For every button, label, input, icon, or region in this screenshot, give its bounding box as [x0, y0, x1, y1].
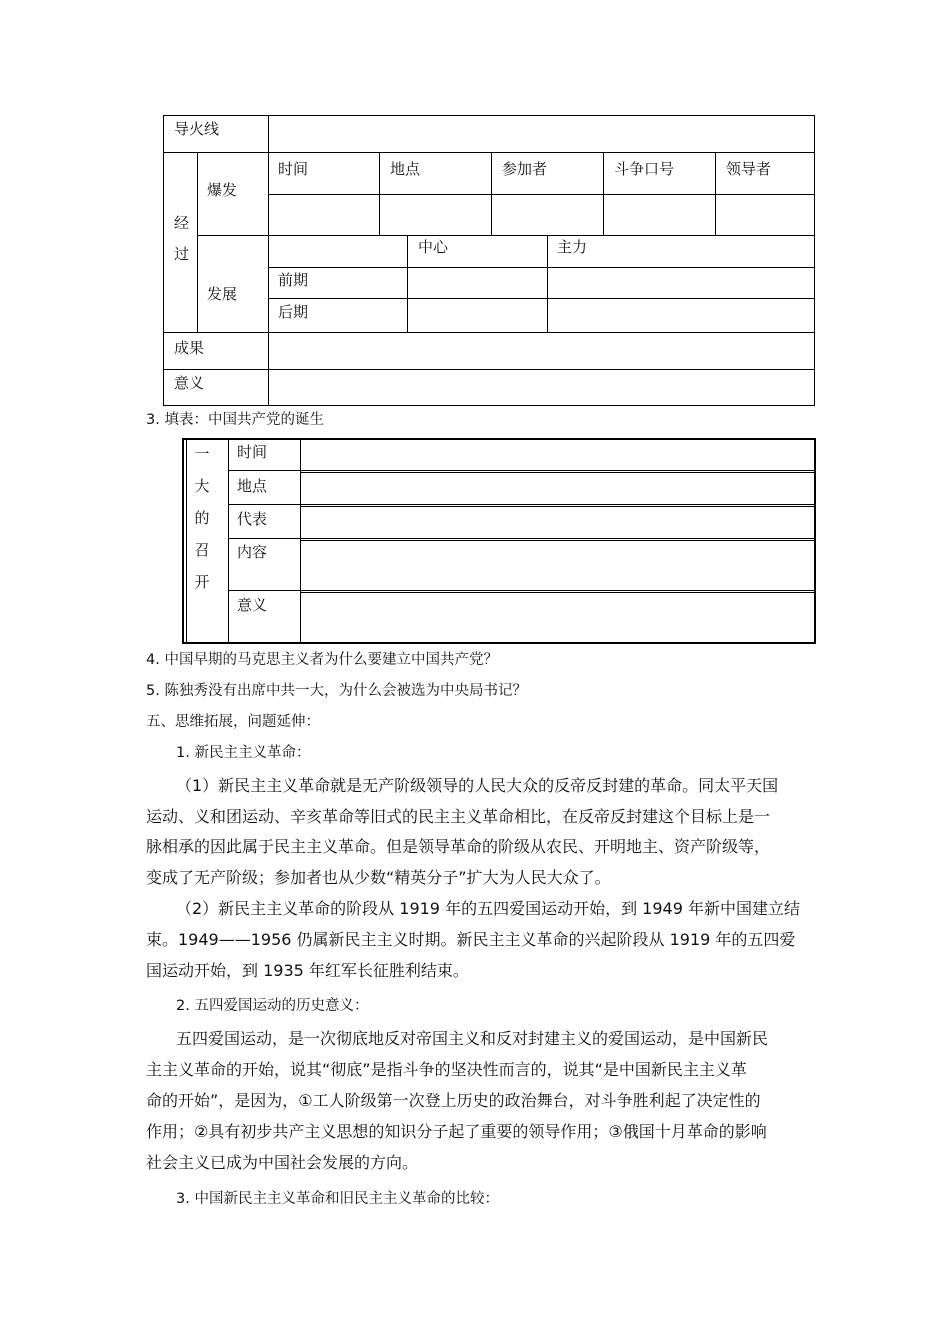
side-label-char-1: 一	[194, 445, 210, 463]
row-label-meaning: 意义	[174, 374, 205, 392]
row-label-delegates: 代表	[237, 510, 268, 528]
item-1-title: 1. 新民主主义革命：	[176, 745, 311, 761]
header-participants: 参加者	[502, 160, 548, 178]
row-label-fuse: 导火线	[174, 120, 220, 138]
row-label-process-1: 经	[174, 214, 190, 232]
header-main-force: 主力	[557, 238, 588, 256]
item-1-p1-line-2: 运动、义和团运动、辛亥革命等旧式的民主主义革命相比，在反帝反封建这个目标上是一	[146, 807, 771, 826]
item-1-p2-line-2: 束。1949——1956 仍属新民主主义时期。新民主主义革命的兴起阶段从 1919 年的五四爱	[146, 930, 796, 949]
item-3-title: 3. 中国新民主主义革命和旧民主主义革命的比较：	[176, 1191, 499, 1207]
header-leader: 领导者	[726, 160, 772, 178]
item-1-p1-line-3: 脉相承的因此属于民主主义革命。但是领导革命的阶级从农民、开明地主、资产阶级等，	[146, 837, 771, 856]
item-2-title: 2. 五四爱国运动的历史意义：	[176, 998, 369, 1014]
question-3-title: 3. 填表：中国共产党的诞生	[146, 412, 324, 428]
row-label-late: 后期	[278, 303, 309, 321]
header-slogan: 斗争口号	[614, 160, 675, 178]
row-label-outbreak: 爆发	[207, 181, 238, 199]
item-2-line-4: 作用；②具有初步共产主义思想的知识分子起了重要的领导作用；③俄国十月革命的影响	[146, 1122, 767, 1141]
item-2-line-2: 主主义革命的开始，说其“彻底”是指斗争的坚决性而言的，说其“是中国新民主主义革	[146, 1060, 747, 1079]
side-label-char-2: 大	[194, 477, 210, 495]
item-1-p2-line-3: 国运动开始，到 1935 年红军长征胜利结束。	[146, 961, 469, 980]
item-2-line-5: 社会主义已成为中国社会发展的方向。	[146, 1153, 419, 1172]
row-label-development: 发展	[207, 285, 238, 303]
side-label-char-4: 召	[194, 541, 210, 559]
header-center: 中心	[418, 238, 449, 256]
question-4: 4. 中国早期的马克思主义者为什么要建立中国共产党？	[146, 652, 498, 668]
side-label-char-3: 的	[194, 509, 210, 527]
table-cpc-founding	[0, 0, 950, 650]
row-label-early: 前期	[278, 271, 309, 289]
row-label-result: 成果	[174, 339, 205, 357]
item-1-p2-line-1: （2）新民主主义革命的阶段从 1919 年的五四爱国运动开始，到 1949 年新中国建立结	[176, 899, 800, 918]
item-2-line-1: 五四爱国运动，是一次彻底地反对帝国主义和反对封建主义的爱国运动，是中国新民	[176, 1029, 769, 1048]
row-label-time: 时间	[237, 443, 268, 461]
section-5-heading: 五、思维拓展，问题延伸：	[146, 714, 320, 730]
side-label-char-5: 开	[194, 573, 210, 591]
row-label-process-2: 过	[174, 245, 190, 263]
row-label-significance: 意义	[237, 596, 268, 614]
question-5: 5. 陈独秀没有出席中共一大，为什么会被选为中央局书记？	[146, 683, 527, 699]
header-place: 地点	[390, 160, 421, 178]
item-1-p1-line-4: 变成了无产阶级；参加者也从少数“精英分子”扩大为人民大众了。	[146, 868, 611, 887]
row-label-content: 内容	[237, 543, 268, 561]
item-1-p1-line-1: （1）新民主主义革命就是无产阶级领导的人民大众的反帝反封建的革命。同太平天国	[176, 776, 779, 795]
item-2-line-3: 命的开始”，是因为，①工人阶级第一次登上历史的政治舞台，对斗争胜利起了决定性的	[146, 1091, 761, 1110]
header-time: 时间	[278, 160, 309, 178]
row-label-place: 地点	[237, 477, 268, 495]
